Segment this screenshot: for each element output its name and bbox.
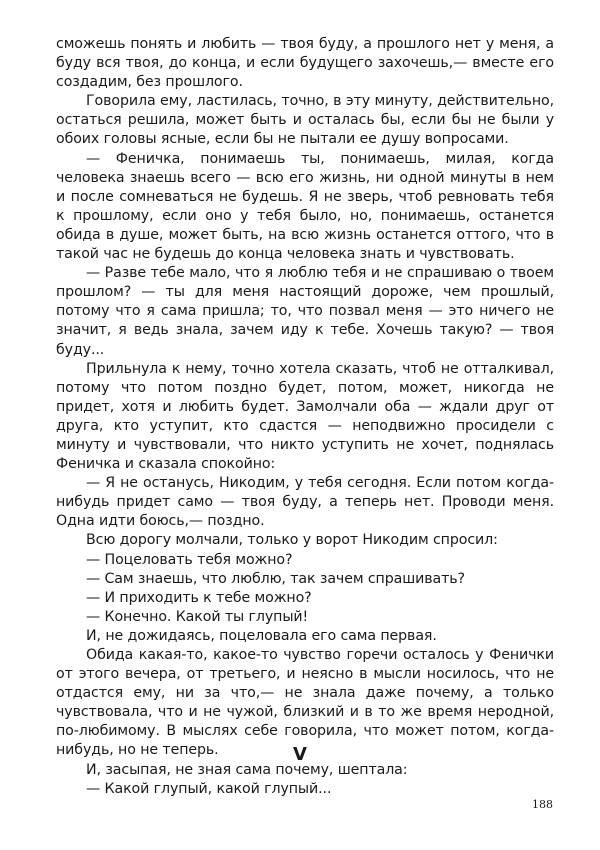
- paragraph-1: сможешь понять и любить — твоя буду, а прошлого нет у меня, а буду вся твоя, до конца, и если будущего захочешь,— вместе его создадим, без прошлого.: [56, 36, 554, 91]
- paragraph-13: Обида какая-то, какое-то чувство горечи осталось у Фенички от этого вечера, от третьего, и неясно в мысли носилось, что не отдастся ему, ни за что,— не знала даже почему, а только чувствовала, что и не чужой, близкий и в то же время неродной, по-любимому. В мыслях себе говорила, что может потом, когда-нибудь, но не теперь.: [56, 647, 554, 759]
- paragraph-14: И, засыпая, не зная сама почему, шептала:: [86, 761, 408, 778]
- chapter-heading: V: [293, 744, 307, 765]
- paragraph-11: — Конечно. Какой ты глупый!: [86, 608, 309, 625]
- paragraph-2: Говорила ему, ластилась, точно, в эту минуту, действительно, остаться решила, может быть и осталась бы, если бы не были у обоих головы ясные, если бы не пытали ее душу вопросами.: [56, 93, 554, 148]
- paragraph-5: Прильнула к нему, точно хотела сказать, чтоб не отталкивал, потому что потом поздно будет, потом, может, никогда не придет, хотя и любить будет. Замолчали оба — ждали друг от друга, кто уступит, кто сдастся — неподвижно просидели с минуту и чувствовали, что никто уступить не хочет, поднялась Феничка и сказала спокойно:: [56, 360, 554, 473]
- body-text: [56, 35, 554, 799]
- paragraph-8: — Поцеловать тебя можно?: [86, 551, 293, 568]
- paragraph-15: — Какой глупый, какой глупый...: [86, 780, 332, 797]
- page-number: 188: [532, 798, 553, 811]
- paragraph-6: — Я не останусь, Никодим, у тебя сегодня. Если потом когда-нибудь придет само — твоя буду, а теперь нет. Проводи меня. Одна идти боюсь,— поздно.: [56, 475, 554, 530]
- paragraph-4: — Разве тебе мало, что я люблю тебя и не спрашиваю о твоем прошлом? — ты для меня настоящий дороже, чем прошлый, потому что я сама пришла; то, что позвал меня — это ничего не значит, я ведь знала, зачем иду к тебе. Хочешь такую? — твоя буду...: [56, 265, 554, 358]
- paragraph-7: Всю дорогу молчали, только у ворот Никодим спросил:: [86, 532, 498, 549]
- paragraph-9: — Сам знаешь, что люблю, так зачем спрашивать?: [86, 570, 465, 587]
- paragraph-12: И, не дожидаясь, поцеловала его сама первая.: [86, 627, 437, 644]
- paragraph-3: — Феничка, понимаешь ты, понимаешь, милая, когда человека знаешь всего — всю его жизнь, ни одной минуты в нем и после сомневаться не будешь. Я не зверь, чтоб ревновать тебя к прошлому, если оно у тебя было, но, понимаешь, останется обида в душе, может быть, на всю жизнь останется оттого, что в такой час не будешь до конца человека знать и чувствовать.: [56, 150, 554, 263]
- paragraph-10: — И приходить к тебе можно?: [86, 589, 312, 606]
